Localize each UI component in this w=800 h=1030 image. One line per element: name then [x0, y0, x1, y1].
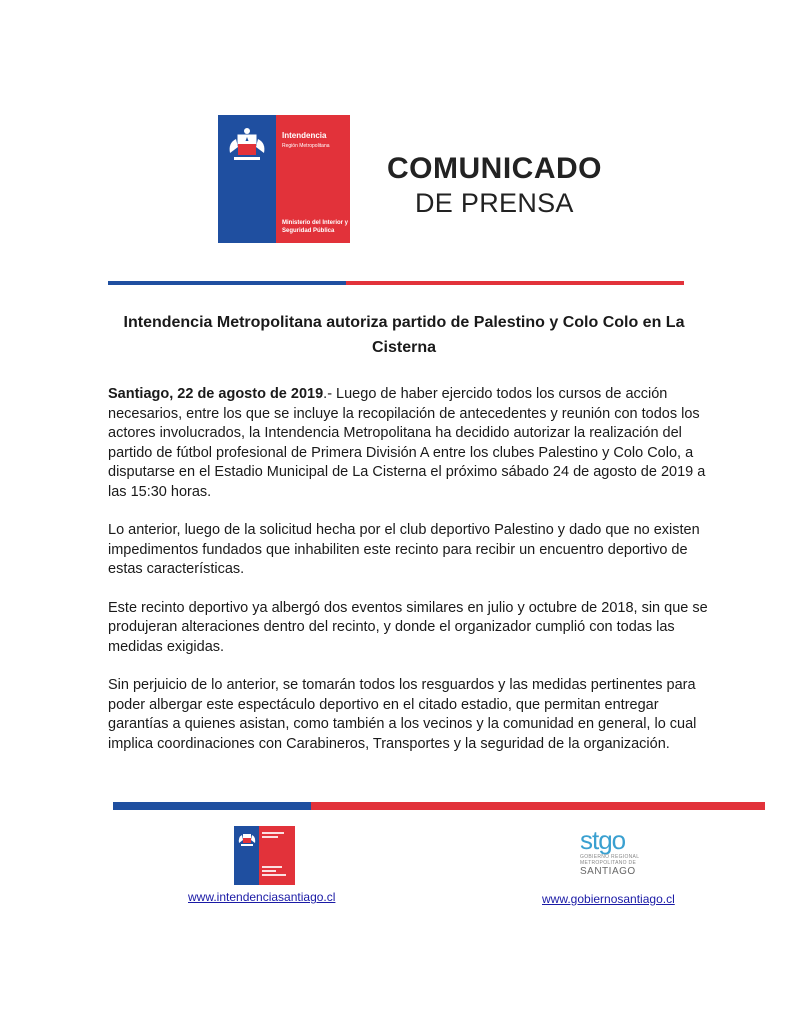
- paragraph-3: Este recinto deportivo ya albergó dos eventos similares en julio y octubre de 2018, sin que se produjeran alteraciones dentro del recinto, y donde el organizador cumplió con todas las medidas exigidas.: [108, 599, 708, 655]
- stgo-caption: GOBIERNO REGIONAL METROPOLITANO DE: [580, 854, 640, 866]
- chile-coat-of-arms-icon: [224, 125, 270, 169]
- headline: Intendencia Metropolitana autoriza partido de Palestino y Colo Colo en La Cisterna: [123, 314, 685, 356]
- intendencia-website-link[interactable]: www.intendenciasantiago.cl: [188, 890, 336, 904]
- page-title: COMUNICADO: [387, 152, 602, 185]
- paragraph-2: Lo anterior, luego de la solicitud hecha por el club deportivo Palestino y dado que no existen impedimentos fundados que inhabiliten este recinto para recibir un encuentro deportivo de estas características.: [108, 522, 700, 577]
- intendencia-logo: [218, 115, 350, 243]
- stgo-santiago: SANTIAGO: [580, 866, 636, 877]
- paragraph-4: Sin perjuicio de lo anterior, se tomarán todos los resguardos y las medidas pertinentes para poder albergar este espectáculo deportivo en el citado estadio, que permitan entregar garantías a quienes asistan, como también a los vecinos y la comunidad en general, lo cual implica coordinaciones con Carabineros, Transportes y la seguridad de la organización.: [108, 677, 697, 752]
- stgo-wordmark: stgo: [580, 825, 626, 855]
- intendencia-logo-small: [234, 826, 295, 885]
- page-subtitle: DE PRENSA: [415, 188, 574, 218]
- gobierno-santiago-logo: [580, 826, 650, 886]
- dateline: Santiago, 22 de agosto de 2019: [108, 386, 324, 402]
- logo-title: Intendencia Región Metropolitana: [282, 131, 330, 149]
- footer-divider: [113, 802, 765, 810]
- paragraph-1: Santiago, 22 de agosto de 2019.- Luego de haber ejercido todos los cursos de acción necesarios, entre los que se incluye la recopilación de antecedentes y reunión con todos los actores involucrados, la Intendencia Metropolitana ha decidido autorizar la realización del partido de fútbol profesional de Primera División A entre los clubes Palestino y Colo Colo, a disputarse en el Estadio Municipal de La Cisterna el próximo sábado 24 de agosto de 2019 a las 15:30 horas.: [108, 386, 706, 500]
- logo-ministry: Ministerio del Interior y Seguridad Pública: [282, 220, 349, 234]
- press-body: [108, 385, 708, 773]
- logo-subtitle: Región Metropolitana: [282, 143, 330, 149]
- chile-coat-of-arms-icon: [237, 830, 257, 848]
- gobierno-website-link[interactable]: www.gobiernosantiago.cl: [542, 892, 675, 906]
- header-divider: [108, 281, 684, 285]
